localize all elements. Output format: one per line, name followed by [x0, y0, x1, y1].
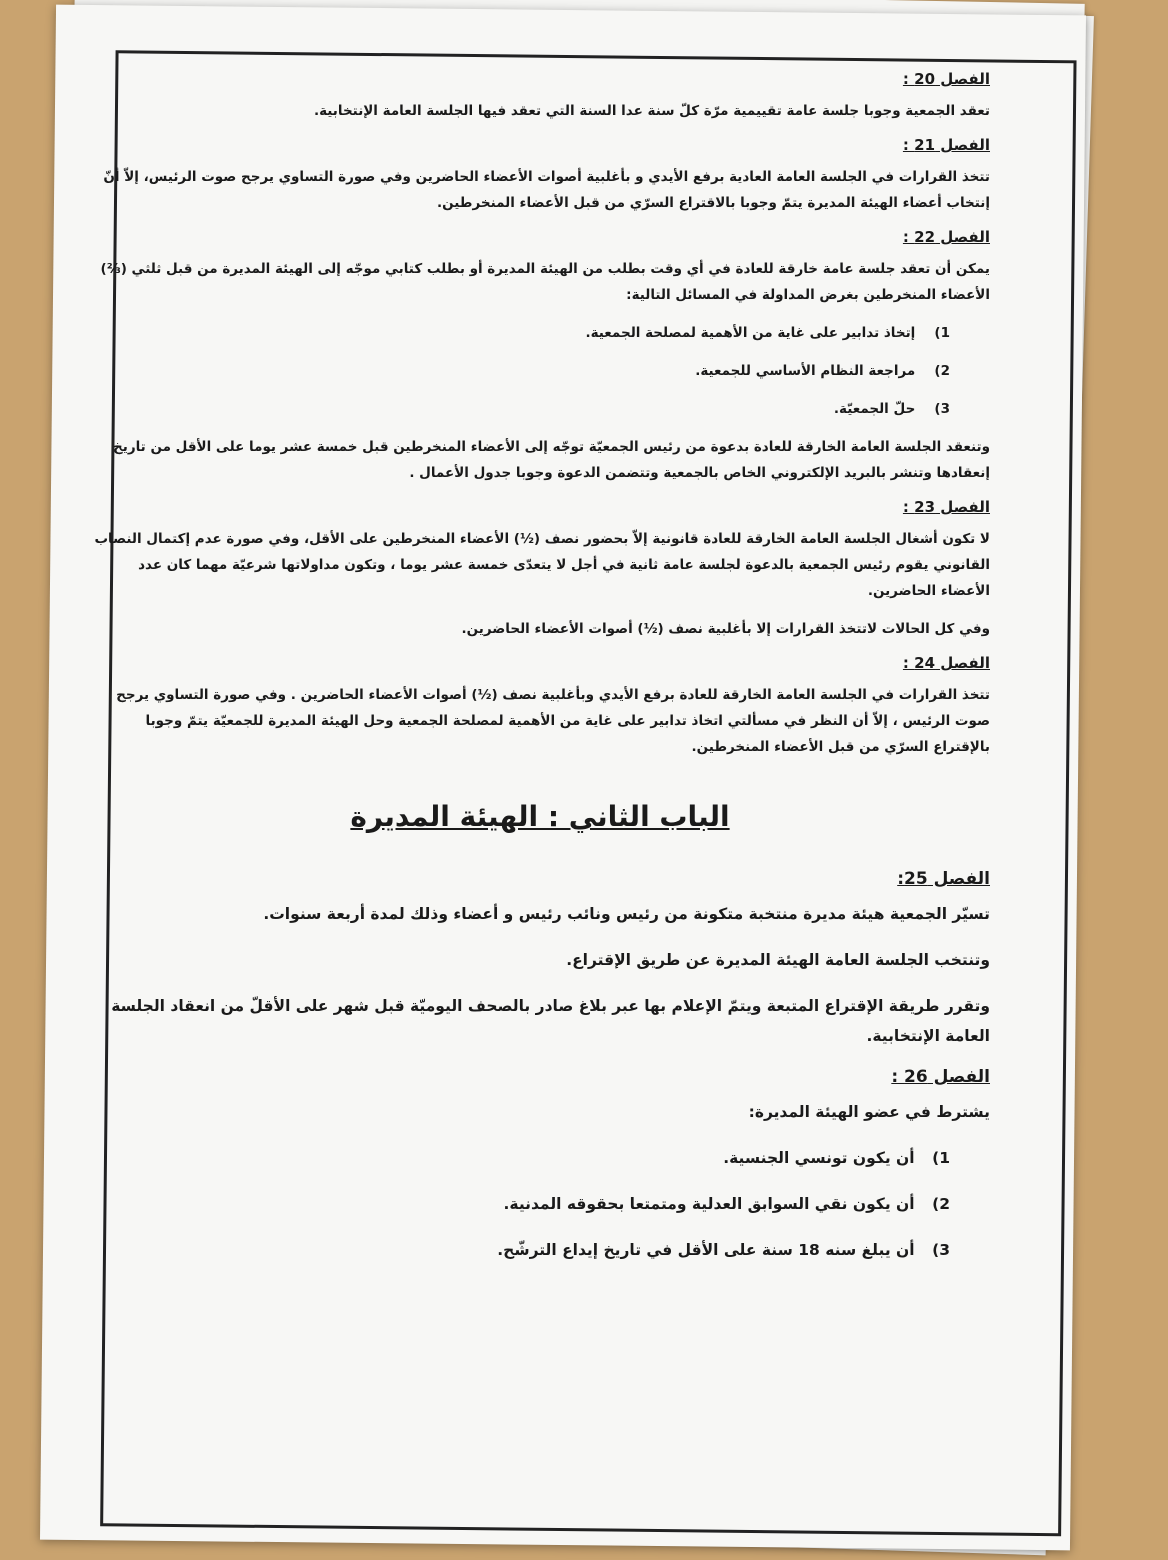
lower-section	[90, 869, 990, 1265]
list-item	[90, 396, 950, 422]
article-paragraph: يشترط في عضو الهيئة المديرة:	[748, 1103, 990, 1121]
article-paragraph: لا تكون أشغال الجلسة العامة الخارقة للعادة قانونية إلاّ بحضور نصف (½) الأعضاء المنخرطين على الأقل، وفي صورة عدم إكتمال النصاب القانوني يقوم رئيس الجمعية بالدعوة لجلسة عامة ثانية في أجل لا يتعدّى خمسة عشر يوما ، وتكون مداولاتها شرعيّة مهما كان عدد الأعضاء الحاضرين.	[94, 531, 990, 599]
list-text: أن يبلغ سنه 18 سنة على الأقل في تاريخ إيداع الترشّح.	[497, 1241, 915, 1259]
list-item	[90, 320, 950, 346]
list-text: أن يكون تونسي الجنسية.	[723, 1149, 915, 1167]
article-heading: الفصل 23 :	[902, 498, 990, 516]
article-25	[90, 869, 990, 1051]
list-number: 3)	[934, 401, 950, 417]
article-paragraph: تتخذ القرارات في الجلسة العامة الخارقة للعادة برفع الأيدي وبأغلبية نصف (½) أصوات الأعضاء الحاضرين . وفي صورة التساوي يرجح صوت الرئيس ، إلاّ أن النظر في مسألتي اتخاذ تدابير على غاية من الأهمية لمصلحة الجمعية وحل الهيئة المديرة للجمعيّة يتمّ وجوبا بالإقتراع السرّي من قبل الأعضاء المنخرطين.	[116, 687, 990, 755]
article-21	[90, 136, 990, 216]
article-paragraph: تسيّر الجمعية هيئة مديرة منتخبة متكونة من رئيس ونائب رئيس و أعضاء وذلك لمدة أربعة سنوات.	[263, 905, 990, 923]
article-paragraph: يمكن أن تعقد جلسة عامة خارقة للعادة في أي وقت بطلب من الهيئة المديرة أو بطلب كتابي موجّه إلى الهيئة المديرة من قبل ثلثي (⅔) الأعضاء المنخرطين بغرض المداولة في المسائل التالية:	[100, 261, 990, 303]
list-number: 2)	[932, 1195, 950, 1213]
article-paragraph: تتخذ القرارات في الجلسة العامة العادية برفع الأيدي و بأغلبية أصوات الأعضاء الحاضرين وفي صورة التساوي يرجح صوت الرئيس، إلاّ أنّ إنتخاب أعضاء الهيئة المديرة يتمّ وجوبا بالاقتراع السرّي من قبل الأعضاء المنخرطين.	[103, 169, 990, 211]
article-20	[90, 70, 990, 124]
list-text: حلّ الجمعيّة.	[833, 401, 916, 417]
article-heading: الفصل 24 :	[902, 654, 990, 672]
list-item	[90, 1143, 950, 1173]
list-number: 3)	[932, 1241, 950, 1259]
document-content	[90, 70, 990, 1281]
part-title: الباب الثاني : الهيئة المديرة	[350, 800, 730, 833]
article-26	[90, 1067, 990, 1265]
article-22	[90, 228, 990, 486]
article-heading: الفصل 25:	[897, 869, 990, 889]
list-number: 1)	[932, 1149, 950, 1167]
article-24	[90, 654, 990, 760]
article-heading: الفصل 26 :	[891, 1067, 990, 1087]
list-item	[90, 1235, 950, 1265]
list-item	[90, 358, 950, 384]
article-23	[90, 498, 990, 642]
article-paragraph: وتنتخب الجلسة العامة الهيئة المديرة عن طريق الإقتراع.	[566, 951, 990, 969]
article-heading: الفصل 20 :	[902, 70, 990, 88]
list-number: 1)	[934, 325, 950, 341]
article-paragraph: وتقرر طريقة الإقتراع المتبعة ويتمّ الإعلام بها عبر بلاغ صادر بالصحف اليوميّة قبل شهر على الأقلّ من انعقاد الجلسة العامة الإنتخابية.	[111, 997, 990, 1045]
article-paragraph: وتنعقد الجلسة العامة الخارقة للعادة بدعوة من رئيس الجمعيّة توجّه إلى الأعضاء المنخرطين قبل خمسة عشر يوما على الأقل من تاريخ إنعقادها وتنشر بالبريد الإلكتروني الخاص بالجمعية وتتضمن الدعوة وجوبا جدول الأعمال .	[113, 439, 990, 481]
article-heading: الفصل 21 :	[902, 136, 990, 154]
list-text: إتخاذ تدابير على غاية من الأهمية لمصلحة الجمعية.	[585, 325, 916, 341]
article-paragraph: تعقد الجمعية وجوبا جلسة عامة تقييمية مرّة كلّ سنة عدا السنة التي تعقد فيها الجلسة العامة الإنتخابية.	[313, 103, 990, 119]
list-item	[90, 1189, 950, 1219]
list-text: مراجعة النظام الأساسي للجمعية.	[695, 363, 916, 379]
article-heading: الفصل 22 :	[902, 228, 990, 246]
list-text: أن يكون نقي السوابق العدلية ومتمتعا بحقوقه المدنية.	[503, 1195, 915, 1213]
article-paragraph: وفي كل الحالات لاتتخذ القرارات إلا بأغلبية نصف (½) أصوات الأعضاء الحاضرين.	[461, 621, 990, 637]
list-number: 2)	[934, 363, 950, 379]
